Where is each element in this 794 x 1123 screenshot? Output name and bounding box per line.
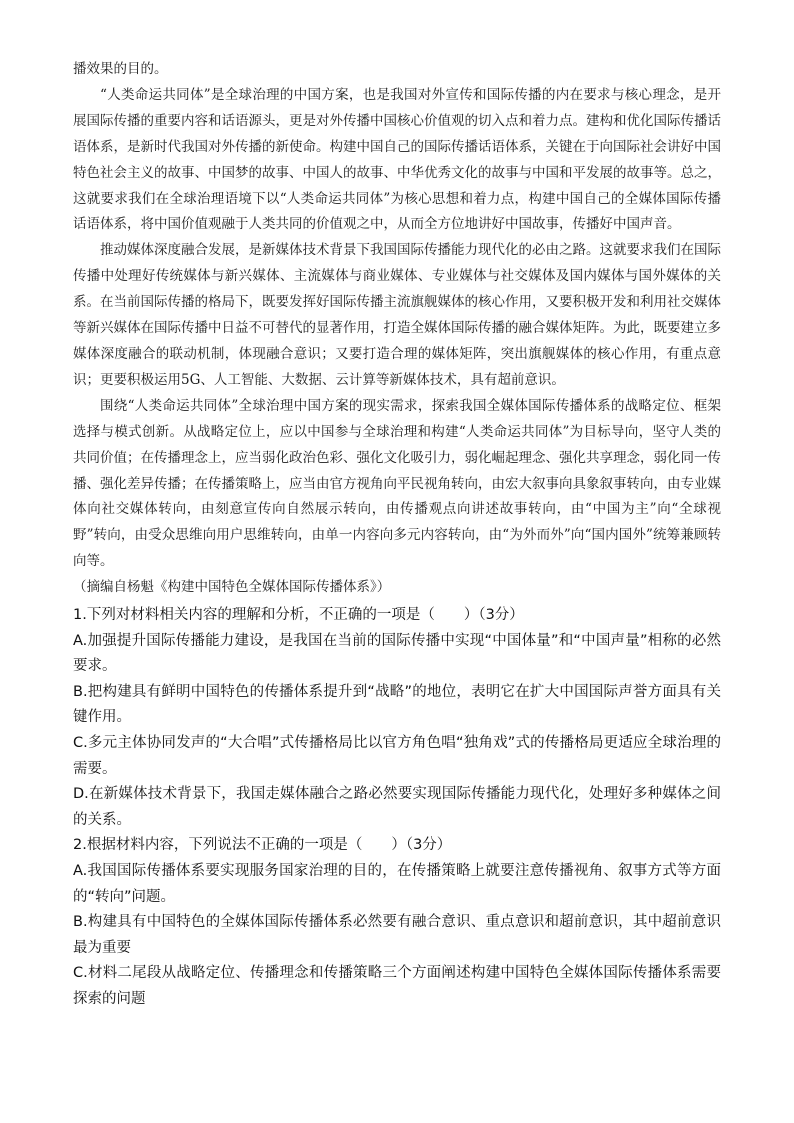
question-stem: 2.根据材料内容，下列说法不正确的一项是（ ）（3分） — [73, 837, 452, 854]
question-option-c: C.多元主体协同发声的“大合唱”式传播格局比以官方角色唱“独角戏”式的传播格局更适应全球治理的需要。 — [73, 735, 721, 777]
question-option-d: D.在新媒体技术背景下，我国走媒体融合之路必然要实现国际传播能力现代化，处理好多种媒体之间的关系。 — [73, 786, 721, 828]
question-section — [73, 603, 721, 1013]
passage-paragraph: 播效果的目的。 — [73, 61, 168, 77]
passage-paragraph: “人类命运共同体”是全球治理的中国方案，也是我国对外宣传和国际传播的内在要求与核心理念，是开展国际传播的重要内容和话语源头，更是对外传播中国核心价值观的切入点和着力点。建构和优化国际传播话语体系，是新时代我国对外传播的新使命。构建中国自己的国际传播话语体系，关键在于向国际社会讲好中国特色社会主义的故事、中国梦的故事、中国人的故事、中华优秀文化的故事与中国和平发展的故事等。总之，这就要求我们在全球治理语境下以“人类命运共同体”为核心思想和着力点，构建中国自己的全媒体国际传播话语体系，将中国价值观融于人类共同的价值观之中，从而全方位地讲好中国故事，传播好中国声音。 — [73, 86, 721, 233]
passage-paragraph: 围绕“人类命运共同体”全球治理中国方案的现实需求，探索我国全媒体国际传播体系的战略定位、框架选择与模式创新。从战略定位上，应以中国参与全球治理和构建“人类命运共同体”为目标导向，坚守人类的共同价值；在传播理念上，应当弱化政治色彩、强化文化吸引力，弱化崛起理念、强化共享理念，弱化同一传播、强化差异传播；在传播策略上，应当由官方视角向平民视角转向，由宏大叙事向具象叙事转向，由专业媒体向社交媒体转向，由刻意宣传向自然展示转向，由传播观点向讲述故事转向，由“中国为主”向“全球视野”转向，由受众思维向用户思维转向，由单一内容向多元内容转向，由“为外而外”向“国内国外”统筹兼顾转向等。 — [73, 397, 721, 570]
question-1 — [73, 603, 721, 833]
question-option-a: A.我国国际传播体系要实现服务国家治理的目的，在传播策略上就要注意传播视角、叙事方式等方面的“转向”问题。 — [73, 862, 721, 905]
passage-source: （摘编自杨魁《构建中国特色全媒体国际传播体系》） — [73, 579, 391, 596]
page-content — [73, 58, 721, 1013]
question-option-b: B.构建具有中国特色的全媒体国际传播体系必然要有融合意识、重点意识和超前意识，其中超前意识最为重要 — [73, 914, 721, 956]
passage-paragraph: 推动媒体深度融合发展，是新媒体技术背景下我国国际传播能力现代化的必由之路。这就要求我们在国际传播中处理好传统媒体与新兴媒体、主流媒体与商业媒体、专业媒体与社交媒体及国内媒体与国外媒体的关系。在当前国际传播的格局下，既要发挥好国际传播主流旗舰媒体的核心作用，又要积极开发和利用社交媒体等新兴媒体在国际传播中日益不可替代的显著作用，打造全媒体国际传播的融合媒体矩阵。为此，既要建立多媒体深度融合的联动机制，体现融合意识；又要打造合理的媒体矩阵，突出旗舰媒体的核心作用，有重点意识；更要积极运用5G、人工智能、大数据、云计算等新媒体技术，具有超前意识。 — [73, 242, 721, 388]
question-2 — [73, 833, 721, 1012]
question-option-c: C.材料二尾段从战略定位、传播理念和传播策略三个方面阐述构建中国特色全媒体国际传播体系需要探索的问题 — [73, 965, 721, 1007]
question-option-b: B.把构建具有鲜明中国特色的传播体系提升到“战略”的地位，表明它在扩大中国国际声誉方面具有关键作用。 — [73, 683, 721, 726]
question-stem: 1.下列对材料相关内容的理解和分析，不正确的一项是（ ）（3分） — [73, 607, 524, 624]
reading-passage — [73, 57, 721, 601]
question-option-a: A.加强提升国际传播能力建设，是我国在当前的国际传播中实现“中国体量”和“中国声量”相称的必然要求。 — [73, 632, 721, 675]
